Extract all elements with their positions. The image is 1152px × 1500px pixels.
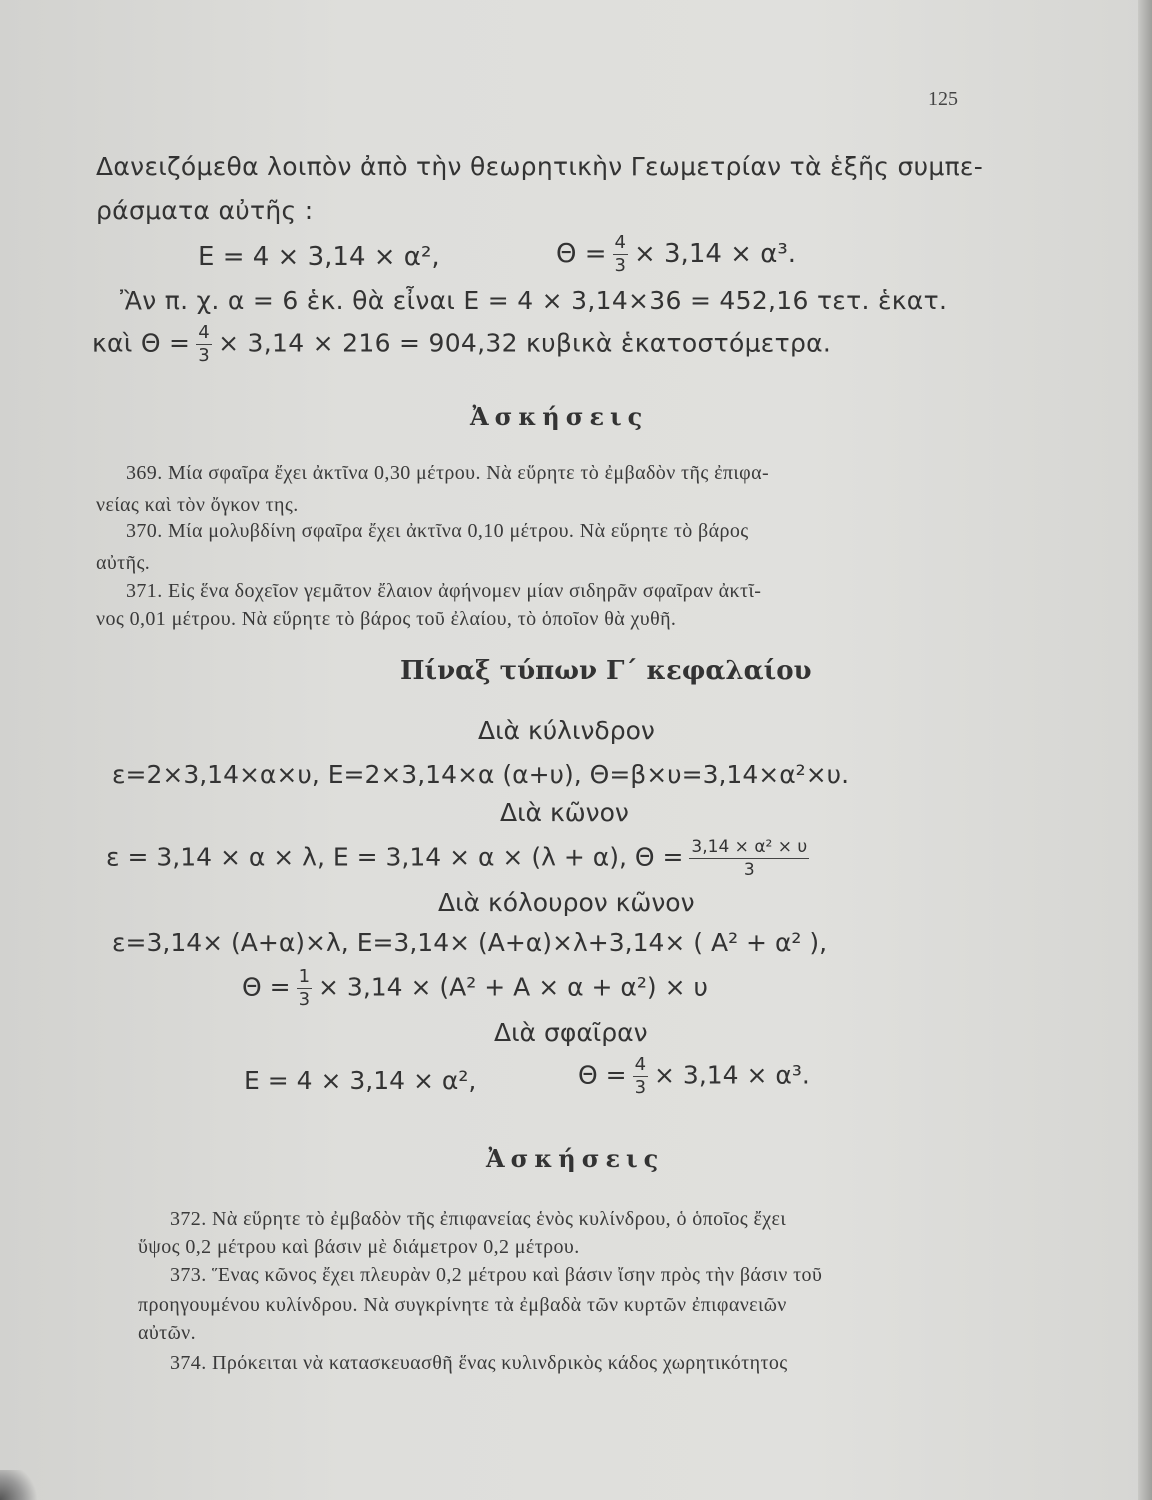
cone-formulas: [106, 836, 815, 881]
fraction-denominator: 3: [634, 1077, 647, 1098]
fraction-numerator: 4: [198, 322, 211, 343]
sphere-area: E = 4 × 3,14 × α²,: [244, 1066, 477, 1095]
fraction-numerator: 4: [614, 232, 626, 253]
example-prefix: καὶ Θ =: [92, 328, 191, 358]
intro-line-2: ράσματα αὐτῆς :: [96, 196, 314, 225]
example-line-2: [92, 322, 831, 367]
cone-heading: Διὰ κῶνον: [500, 798, 629, 827]
fraction-denominator: 3: [198, 345, 211, 366]
cylinder-formulas: ε=2×3,14×α×υ, E=2×3,14×α (α+υ), Θ=β×υ=3,14×α²×υ.: [112, 760, 850, 789]
frustum-volume: [242, 966, 708, 1011]
intro-line-1: Δανειζόμεθα λοιπὸν ἀπὸ τὴν θεωρητικὴν Γεωμετρίαν τὰ ἑξῆς συμπε-: [96, 152, 984, 181]
example-line-1: Ἂν π. χ. α = 6 ἑκ. θὰ εἶναι E = 4 × 3,14×36 = 452,16 τετ. ἑκατ.: [120, 286, 948, 315]
exercises-heading: Ἀσκήσεις: [486, 1144, 665, 1173]
fraction-numerator: 3,14 × α² × υ: [691, 837, 808, 857]
fraction: [297, 966, 312, 1011]
exercise-374-line-1: 374. Πρόκειται νὰ κατασκευασθῆ ἕνας κυλινδρικὸς κάδος χωρητικότητος: [170, 1352, 788, 1374]
theta-symbol: Θ =: [556, 239, 607, 269]
fraction-denominator: 3: [743, 860, 755, 880]
exercise-370-line-2: αὐτῆς.: [96, 552, 151, 574]
fraction-numerator: 1: [298, 966, 311, 987]
fraction-numerator: 4: [634, 1054, 647, 1075]
page-corner-shadow: [0, 1470, 40, 1500]
fraction-denominator: 3: [614, 255, 626, 276]
page-number: 125: [928, 88, 958, 110]
theta-symbol: Θ =: [242, 972, 291, 1002]
frustum-volume-rest: × 3,14 × (A² + A × α + α²) × υ: [318, 972, 708, 1002]
example-rest: × 3,14 × 216 = 904,32 κυβικὰ ἑκατοστόμετρα.: [218, 328, 832, 358]
fraction: [633, 1054, 648, 1099]
exercise-371-line-1: 371. Εἰς ἕνα δοχεῖον γεμᾶτον ἔλαιον ἀφήνομεν μίαν σιδηρᾶν σφαῖραν ἀκτῖ-: [126, 580, 762, 602]
fraction: [613, 232, 628, 277]
exercise-369-line-2: νείας καὶ τὸν ὄγκον της.: [96, 494, 299, 516]
fraction-denominator: 3: [298, 989, 311, 1010]
book-spine-shadow: [1138, 0, 1152, 1500]
cone-formula-text: ε = 3,14 × α × λ, E = 3,14 × α × (λ + α), Θ =: [106, 842, 684, 872]
exercise-371-line-2: νος 0,01 μέτρου. Νὰ εὕρητε τὸ βάρος τοῦ ἐλαίου, τὸ ὁποῖον θὰ χυθῆ.: [96, 608, 677, 630]
fraction: [196, 322, 212, 367]
theta-symbol: Θ =: [578, 1060, 627, 1090]
exercise-373-line-2: προηγουμένου κυλίνδρου. Νὰ συγκρίνητε τὰ ἐμβαδὰ τῶν κυρτῶν ἐπιφανειῶν: [138, 1294, 787, 1316]
formula-rest: × 3,14 × α³.: [633, 239, 797, 269]
exercise-369-line-1: 369. Μία σφαῖρα ἔχει ἀκτῖνα 0,30 μέτρου. Νὰ εὕρητε τὸ ἐμβαδὸν τῆς ἐπιφα-: [126, 462, 770, 484]
sphere-area-formula: E = 4 × 3,14 × α²,: [198, 242, 440, 272]
exercise-373-line-3: αὐτῶν.: [138, 1322, 197, 1344]
sphere-volume-rest: × 3,14 × α³.: [654, 1060, 810, 1090]
exercise-372-line-1: 372. Νὰ εὕρητε τὸ ἐμβαδὸν τῆς ἐπιφανείας ἑνὸς κυλίνδρου, ὁ ὁποῖος ἔχει: [170, 1208, 787, 1230]
sphere-volume: [578, 1054, 810, 1099]
fraction: [689, 836, 809, 881]
frustum-heading: Διὰ κόλουρον κῶνον: [438, 888, 695, 917]
formula-table-title: Πίναξ τύπων Γ΄ κεφαλαίου: [400, 656, 812, 686]
frustum-lateral-and-area: ε=3,14× (A+α)×λ, E=3,14× (A+α)×λ+3,14× ( A² + α² ),: [112, 928, 828, 957]
sphere-heading: Διὰ σφαῖραν: [494, 1018, 648, 1047]
exercise-370-line-1: 370. Μία μολυβδίνη σφαῖρα ἔχει ἀκτῖνα 0,10 μέτρου. Νὰ εὕρητε τὸ βάρος: [126, 520, 749, 542]
exercise-372-line-2: ὕψος 0,2 μέτρου καὶ βάσιν μὲ διάμετρον 0,2 μέτρου.: [138, 1236, 580, 1258]
sphere-volume-formula: [556, 232, 796, 277]
exercise-373-line-1: 373. Ἕνας κῶνος ἔχει πλευρὰν 0,2 μέτρου καὶ βάσιν ἴσην πρὸς τὴν βάσιν τοῦ: [170, 1264, 823, 1286]
exercises-heading: Ἀσκήσεις: [470, 402, 649, 431]
cylinder-heading: Διὰ κύλινδρον: [478, 716, 655, 745]
